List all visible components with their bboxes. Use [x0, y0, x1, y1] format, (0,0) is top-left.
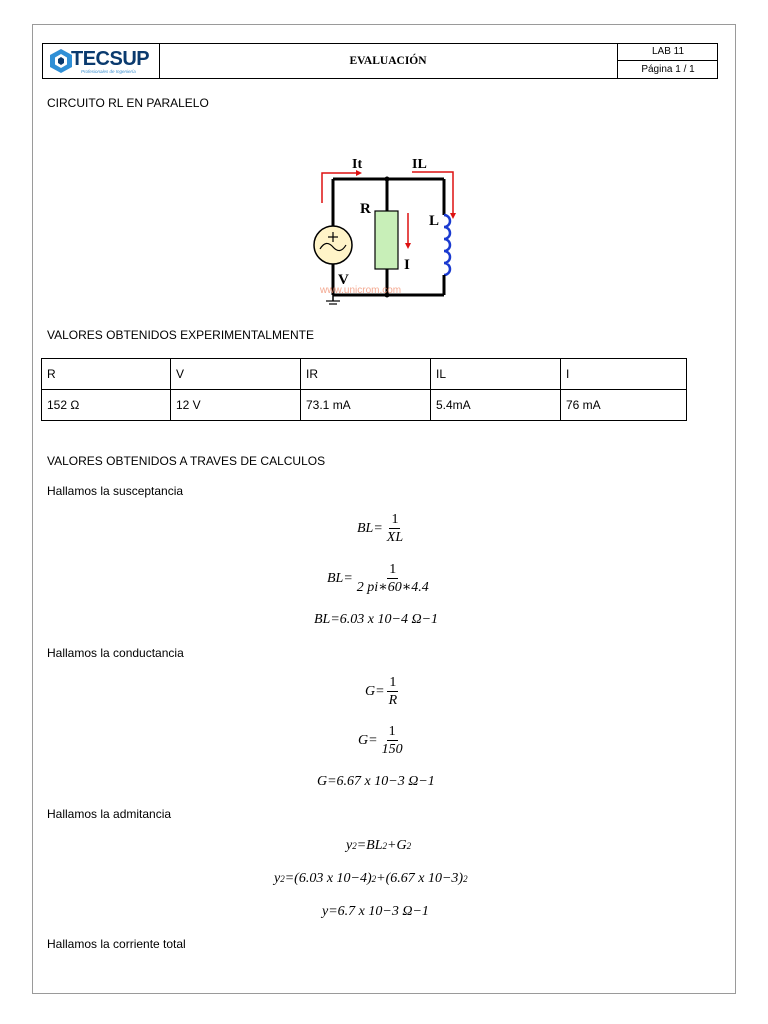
- formula-part: +(6.67 x 10−3): [376, 871, 464, 886]
- table-header-cell: R: [42, 359, 171, 390]
- exponent: 2: [371, 874, 377, 884]
- formula-y-3: y=6.7 x 10−3 Ω−1: [322, 904, 429, 919]
- logo-text: TECSUP: [71, 48, 150, 70]
- formula-g-2: [358, 724, 405, 758]
- formula-g-3: G=6.67 x 10−3 Ω−1: [317, 774, 435, 789]
- formula-part: +G: [387, 838, 407, 853]
- formula-bl-2: [327, 562, 431, 596]
- formula-part: y: [274, 871, 281, 886]
- exponent: 2: [352, 841, 357, 851]
- label-il: IL: [412, 157, 427, 172]
- formula-denominator: 2 pi∗60∗4.4: [356, 580, 429, 595]
- formula-numerator: 1: [389, 562, 397, 577]
- exponent: 2: [280, 874, 285, 884]
- table-cell: 12 V: [171, 390, 301, 421]
- table-header-cell: IR: [301, 359, 431, 390]
- formula-bl-1: [357, 512, 405, 546]
- table-header-cell: IL: [431, 359, 561, 390]
- label-v: V: [338, 272, 349, 288]
- document-header: [42, 43, 718, 79]
- label-i: I: [404, 257, 410, 273]
- formula-part: =BL: [356, 838, 383, 853]
- table-cell: 76 mA: [561, 390, 687, 421]
- formula-lhs: BL=: [357, 521, 383, 536]
- label-it: It: [352, 157, 363, 172]
- formula-part: =(6.03 x 10−4): [284, 871, 372, 886]
- logo-tagline: Profesionales de Ingeniería: [81, 69, 136, 74]
- exponent: 2: [406, 841, 412, 851]
- exponent: 2: [463, 874, 468, 884]
- formula-y-2: [274, 871, 468, 887]
- formula-numerator: 1: [388, 724, 396, 739]
- formula-bl-3: BL=6.03 x 10−4 Ω−1: [314, 612, 439, 627]
- table-row: [42, 359, 687, 390]
- resistor-icon: [375, 211, 398, 269]
- formula-denominator: XL: [386, 530, 404, 545]
- table-header-cell: I: [561, 359, 687, 390]
- formula-part: y: [346, 838, 353, 853]
- step-conductancia: Hallamos la conductancia: [47, 646, 184, 660]
- exponent: 2: [382, 841, 388, 851]
- label-l: L: [429, 213, 440, 229]
- step-corriente: Hallamos la corriente total: [47, 937, 186, 951]
- table-cell: 5.4mA: [431, 390, 561, 421]
- step-admitancia: Hallamos la admitancia: [47, 807, 172, 821]
- table-cell: 152 Ω: [42, 390, 171, 421]
- logo: [43, 44, 160, 78]
- values-table: [41, 358, 687, 421]
- page-number: Página 1 / 1: [641, 64, 695, 75]
- formula-denominator: 150: [381, 742, 403, 757]
- step-susceptancia: Hallamos la susceptancia: [47, 484, 184, 498]
- formula-lhs: G=: [358, 733, 378, 748]
- section-title-experimental: VALORES OBTENIDOS EXPERIMENTALMENTE: [47, 328, 314, 342]
- lab-number: LAB 11: [618, 44, 718, 61]
- ac-source-icon: [314, 226, 352, 264]
- watermark-text: www.unicrom.com: [320, 285, 402, 296]
- formula-numerator: 1: [389, 675, 397, 690]
- formula-lhs: BL=: [327, 571, 353, 586]
- formula-denominator: R: [388, 693, 398, 708]
- formula-numerator: 1: [391, 512, 399, 527]
- formula-lhs: G=: [365, 684, 385, 699]
- table-row: [42, 390, 687, 421]
- formula-y-1: [346, 838, 411, 854]
- label-r: R: [360, 201, 371, 217]
- page-title: EVALUACIÓN: [159, 44, 618, 78]
- inductor-coil-icon: [444, 215, 450, 275]
- rl-parallel-circuit-diagram: [308, 155, 468, 305]
- table-header-cell: V: [171, 359, 301, 390]
- section-title-circuit: CIRCUITO RL EN PARALELO: [47, 96, 209, 110]
- table-cell: 73.1 mA: [301, 390, 431, 421]
- section-title-calculations: VALORES OBTENIDOS A TRAVES DE CALCULOS: [47, 454, 326, 468]
- formula-g-1: [365, 675, 399, 709]
